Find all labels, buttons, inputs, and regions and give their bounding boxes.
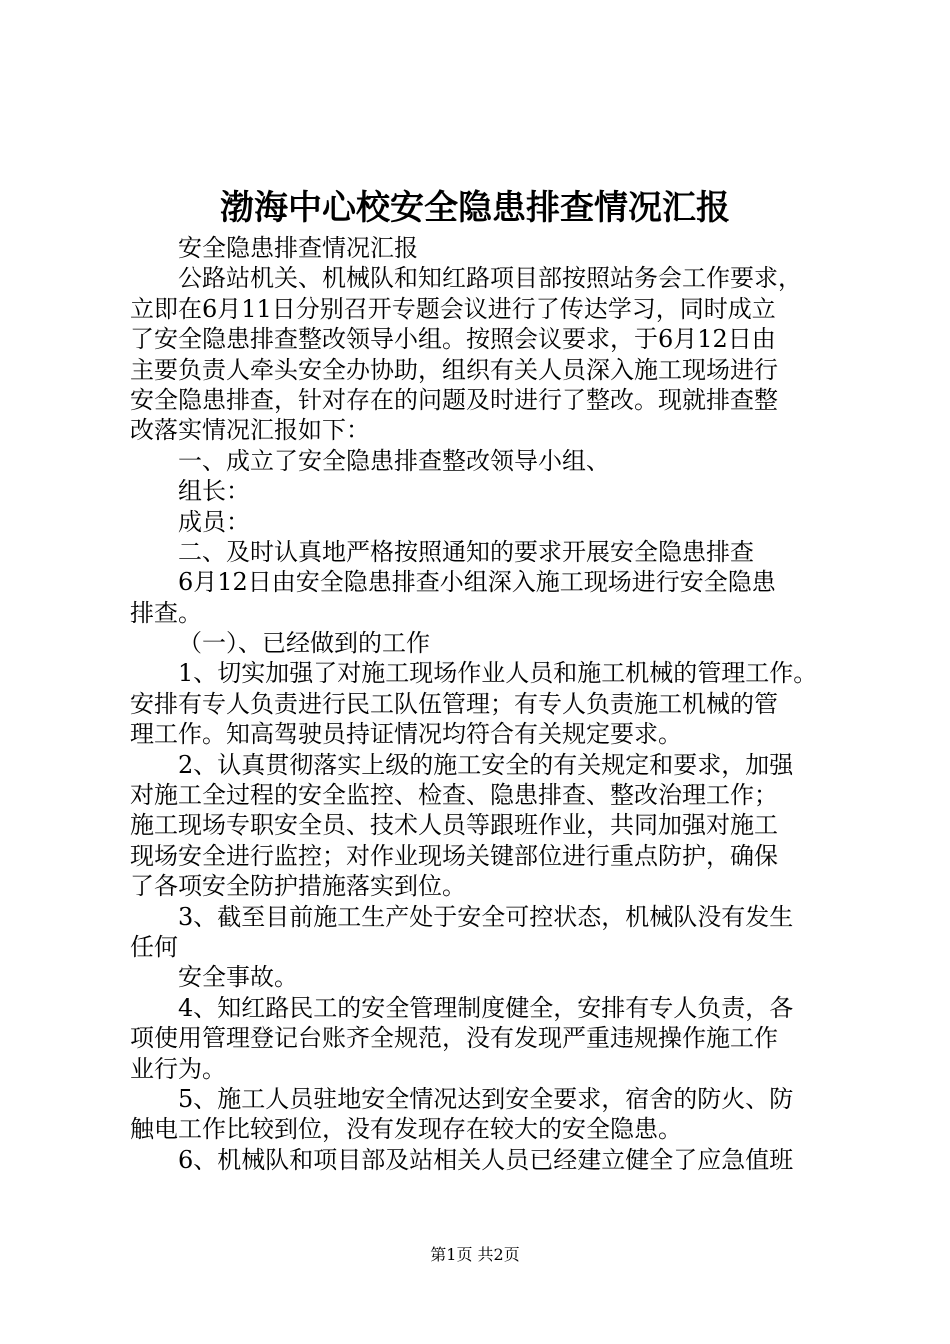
text-line: 项使用管理登记台账齐全规范，没有发现严重违规操作施工作 — [130, 1024, 778, 1053]
text-line: 公路站机关、机械队和知红路项目部按照站务会工作要求， — [178, 264, 802, 293]
text-line: 立即在6月11日分别召开专题会议进行了传达学习，同时成立 — [130, 294, 776, 323]
text-line: 6、机械队和项目部及站相关人员已经建立健全了应急值班 — [178, 1145, 794, 1174]
text-line: 一、成立了安全隐患排查整改领导小组、 — [178, 446, 610, 475]
text-line: 安全事故。 — [178, 963, 298, 992]
text-line: 现场安全进行监控；对作业现场关键部位进行重点防护，确保 — [130, 841, 778, 870]
text-line: 成员： — [178, 507, 250, 536]
text-line: 组长： — [178, 477, 250, 506]
text-line: 业行为。 — [130, 1054, 226, 1083]
text-line: 3、截至目前施工生产处于安全可控状态，机械队没有发生 — [178, 902, 794, 931]
document-title: 渤海中心校安全隐患排查情况汇报 — [220, 188, 730, 228]
text-line: 施工现场专职安全员、技术人员等跟班作业，共同加强对施工 — [130, 811, 778, 840]
text-line: 了各项安全防护措施落实到位。 — [130, 872, 466, 901]
text-line: 理工作。知高驾驶员持证情况均符合有关规定要求。 — [130, 720, 682, 749]
text-line: 5、施工人员驻地安全情况达到安全要求，宿舍的防火、防 — [178, 1084, 794, 1113]
text-line: 主要负责人牵头安全办协助，组织有关人员深入施工现场进行 — [130, 355, 778, 384]
text-line: 改落实情况汇报如下： — [130, 416, 370, 445]
text-line: 安排有专人负责进行民工队伍管理；有专人负责施工机械的管 — [130, 689, 778, 718]
page-footer: 第1页 共2页 — [430, 1245, 520, 1264]
text-line: 二、及时认真地严格按照通知的要求开展安全隐患排查 — [178, 537, 754, 566]
text-line: 对施工全过程的安全监控、检查、隐患排查、整改治理工作； — [130, 781, 778, 810]
text-line: 4、知红路民工的安全管理制度健全，安排有专人负责，各 — [178, 993, 794, 1022]
text-line: 任何 — [130, 932, 178, 961]
document-body — [130, 233, 842, 1175]
text-line: 触电工作比较到位，没有发现存在较大的安全隐患。 — [130, 1115, 682, 1144]
text-line: 2、认真贯彻落实上级的施工安全的有关规定和要求，加强 — [178, 750, 794, 779]
text-line: 6月12日由安全隐患排查小组深入施工现场进行安全隐患 — [178, 568, 776, 597]
text-line: 排查。 — [130, 598, 202, 627]
text-line: 安全隐患排查情况汇报 — [178, 234, 418, 262]
text-line: 了安全隐患排查整改领导小组。按照会议要求，于6月12日由 — [130, 325, 776, 354]
text-line: （一）、已经做到的工作 — [178, 629, 430, 658]
text-line: 1、切实加强了对施工现场作业人员和施工机械的管理工作。 — [178, 659, 818, 688]
text-line: 安全隐患排查，针对存在的问题及时进行了整改。现就排查整 — [130, 385, 778, 414]
